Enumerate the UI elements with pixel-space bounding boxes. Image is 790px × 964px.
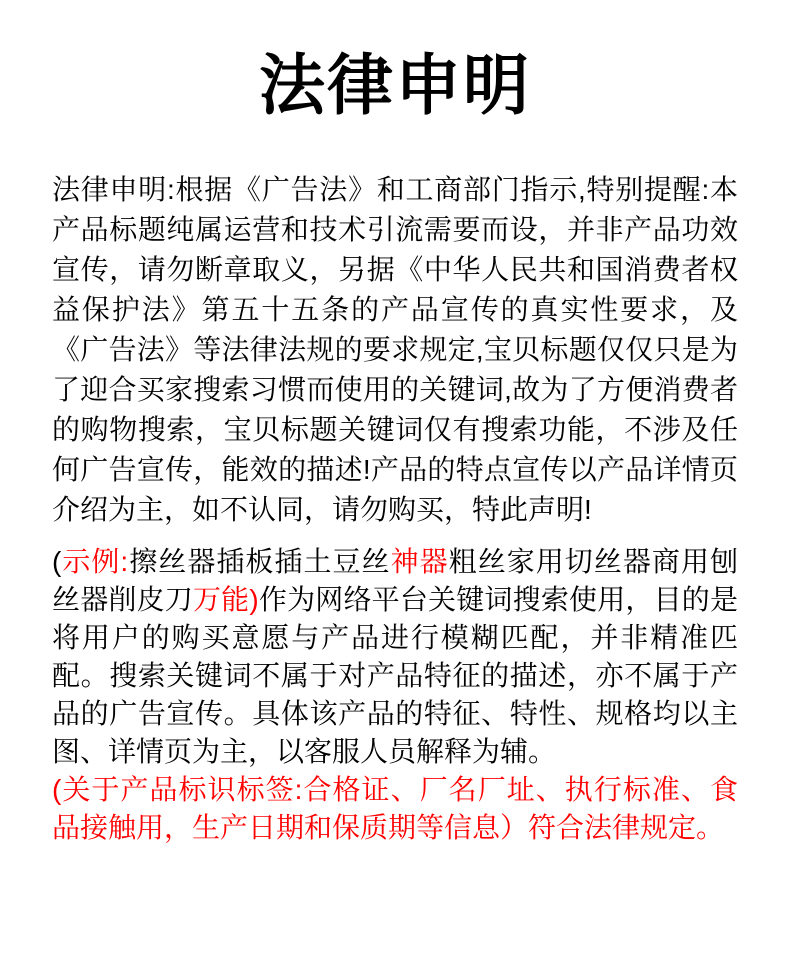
legal-statement-page	[0, 46, 790, 964]
text-segment: 作为网络平台关键词搜索使用，目的是将用户的购买意愿与产品进行模糊匹配，并非精准匹配。搜索关键词不属于对产品特征的描述，亦不属于产品的广告宣传。具体该产品的特征、特性、规格均以主图、详情页为主，以客服人员解释为辅。	[52, 584, 738, 767]
product-label-compliance-paragraph: (关于产品标识标签:合格证、厂名厂址、执行标准、食品接触用，生产日期和保质期等信息）符合法律规定。	[52, 774, 738, 843]
text-segment: 粗丝家用切丝器商用刨丝器削皮刀	[52, 546, 738, 615]
highlighted-keyword: 示例:	[61, 546, 129, 577]
text-segment: (	[52, 546, 62, 577]
page-title: 法律申明	[259, 48, 531, 122]
highlighted-keyword: 万能)	[192, 584, 259, 615]
highlighted-keyword: 神器	[390, 546, 449, 577]
legal-disclaimer-paragraph: 法律申明:根据《广告法》和工商部门指示,特别提醒:本产品标题纯属运营和技术引流需要而设，并非产品功效宣传，请勿断章取义，另据《中华人民共和国消费者权益保护法》第五十五条的产品宣传的真实性要求，及《广告法》等法律法规的要求规定,宝贝标题仅仅只是为了迎合买家搜索习惯而使用的关键词,故为了方便消费者的购物搜索，宝贝标题关键词仅有搜索功能，不涉及任何广告宣传，能效的描述!产品的特点宣传以产品详情页介绍为主，如不认同，请勿购买，特此声明!	[52, 174, 738, 525]
example-keywords-paragraph	[52, 543, 738, 771]
text-segment: 擦丝器插板插土豆丝	[128, 546, 391, 577]
